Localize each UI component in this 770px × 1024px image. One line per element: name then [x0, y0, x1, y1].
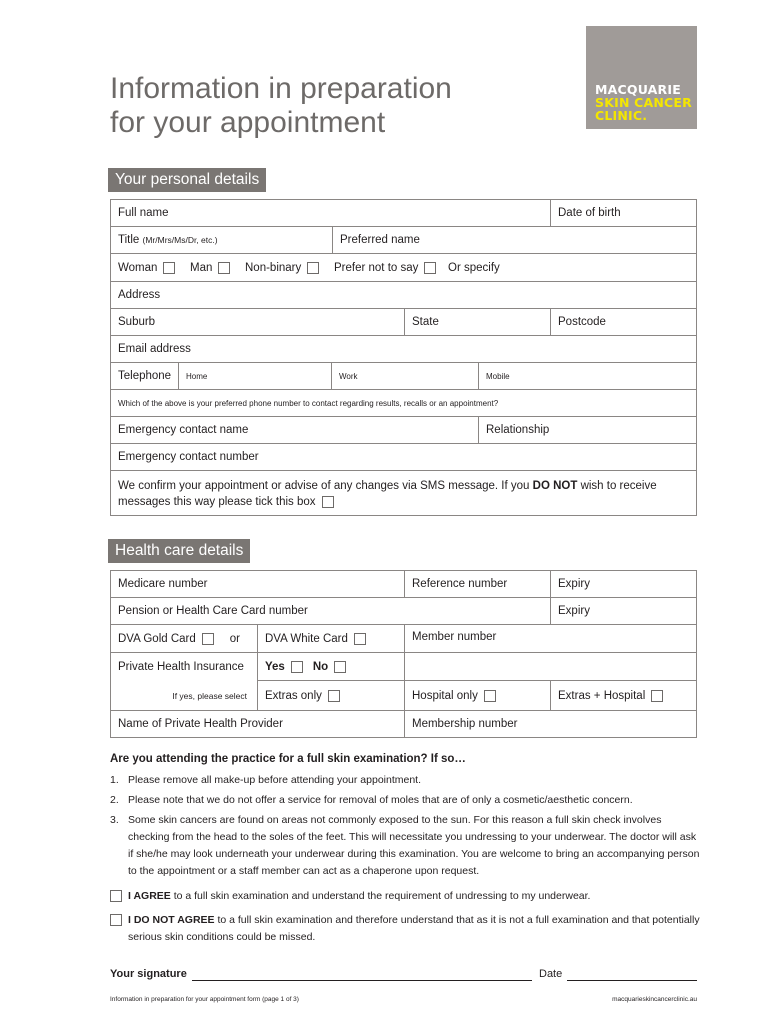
nonbinary-label: Non-binary [245, 261, 302, 274]
member-number-label: Member number [412, 631, 497, 643]
row-emergency-contact [111, 417, 696, 444]
full-name-label: Full name [118, 207, 169, 219]
private-insurance-label-cell [111, 653, 257, 681]
sms-consent-text [118, 478, 657, 510]
agree-text: to a full skin examination and understand the requirement of undressing to my underwear. [170, 890, 591, 902]
extras-only-label: Extras only [265, 690, 322, 702]
work-phone-field[interactable] [331, 363, 478, 389]
emergency-number-label: Emergency contact number [118, 451, 259, 463]
man-checkbox[interactable] [218, 262, 230, 274]
reference-label: Reference number [412, 578, 508, 590]
list-item-text: Please remove all make-up before attending your appointment. [128, 774, 422, 786]
insurance-yes-no [257, 653, 404, 681]
extras-only-checkbox[interactable] [328, 690, 340, 702]
man-option [183, 254, 230, 281]
title-field[interactable] [111, 227, 332, 253]
membership-number-field[interactable] [404, 711, 696, 737]
clinic-logo [586, 26, 697, 129]
row-medicare [111, 571, 696, 598]
row-private-insurance [111, 653, 696, 711]
row-email [111, 336, 696, 363]
membership-number-label: Membership number [412, 718, 518, 730]
pension-expiry-field[interactable] [550, 598, 696, 624]
hospital-only-checkbox[interactable] [484, 690, 496, 702]
home-phone-label: Home [186, 371, 208, 381]
address-field[interactable] [111, 282, 696, 308]
list-item-text: Some skin cancers are found on areas not commonly exposed to the sun. For this reason a full skin check involves checking from the head to the soles of the feet. This will necessitate you undressing to your underwear. The doctor will ask if she/he may look underneath your underwear during this examination. You are welcome to bring an accompanying person to the appointment or a staff member can act as a chaperone upon request. [128, 814, 700, 877]
disagree-statement [110, 912, 700, 946]
list-item-number: 3. [110, 814, 119, 826]
dva-gold-checkbox[interactable] [202, 633, 214, 645]
relationship-label: Relationship [486, 424, 550, 436]
insurance-no-checkbox[interactable] [334, 661, 346, 673]
preferred-phone-note: Which of the above is your preferred phone number to contact regarding results, recalls or an appointment? [118, 398, 499, 408]
disagree-checkbox[interactable] [110, 914, 122, 926]
row-emergency-number [111, 444, 696, 471]
row-provider [111, 711, 696, 737]
insurance-blank-cell [404, 653, 696, 681]
sms-text-3: messages this way please tick this box [118, 496, 316, 508]
suburb-field[interactable] [111, 309, 404, 335]
row-gender [111, 254, 696, 282]
private-insurance-label: Private Health Insurance [118, 661, 244, 673]
extras-hospital-label: Extras + Hospital [558, 690, 646, 702]
list-item-number: 1. [110, 774, 119, 786]
prefer-not-checkbox[interactable] [424, 262, 436, 274]
medicare-field[interactable] [111, 571, 404, 597]
row-pension [111, 598, 696, 625]
dob-field[interactable] [550, 200, 696, 226]
preferred-name-field[interactable] [332, 227, 696, 253]
list-item [110, 772, 700, 789]
logo-line3: CLINIC. [595, 108, 648, 123]
provider-name-field[interactable] [111, 711, 404, 737]
list-item-number: 2. [110, 794, 119, 806]
health-details-box [110, 570, 697, 738]
row-suburb [111, 309, 696, 336]
if-yes-label: If yes, please select [172, 691, 247, 701]
work-phone-label: Work [339, 371, 358, 381]
emergency-name-field[interactable] [111, 417, 478, 443]
dva-or-label: or [229, 632, 240, 645]
footer-page-info: Information in preparation for your appointment form (page 1 of 3) [110, 996, 299, 1003]
signature-label: Your signature [110, 968, 187, 980]
title-hint: (Mr/Mrs/Ms/Dr, etc.) [142, 235, 218, 245]
date-line[interactable] [567, 980, 697, 981]
list-item [110, 792, 700, 809]
address-label: Address [118, 289, 161, 301]
insurance-yes-checkbox[interactable] [291, 661, 303, 673]
agree-bold: I AGREE [128, 890, 171, 902]
hospital-only-label: Hospital only [412, 690, 478, 702]
sms-text-2: wish to receive [577, 480, 657, 492]
preferred-name-label: Preferred name [340, 234, 420, 246]
insurance-no-label: No [312, 660, 329, 673]
disagree-text: to a full skin examination and therefore understand that as it is not a full examination and that potentially serious skin conditions could be missed. [128, 914, 700, 943]
home-phone-field[interactable] [178, 363, 331, 389]
extras-only-option [257, 681, 404, 711]
postcode-field[interactable] [550, 309, 696, 335]
row-address [111, 282, 696, 309]
sms-optout-checkbox[interactable] [322, 496, 334, 508]
disagree-bold: I DO NOT AGREE [128, 914, 215, 926]
member-number-field[interactable] [404, 625, 696, 652]
suburb-label: Suburb [118, 316, 156, 328]
personal-details-box [110, 199, 697, 516]
if-yes-cell [111, 681, 257, 711]
or-specify-label: Or specify [448, 261, 500, 274]
provider-name-label: Name of Private Health Provider [118, 718, 283, 730]
mobile-phone-label: Mobile [486, 371, 510, 381]
page-title-line2: for your appointment [110, 106, 386, 139]
extras-hospital-checkbox[interactable] [651, 690, 663, 702]
agree-checkbox[interactable] [110, 890, 122, 902]
woman-checkbox[interactable] [163, 262, 175, 274]
extras-hospital-option [550, 681, 696, 711]
emergency-name-label: Emergency contact name [118, 424, 249, 436]
page-title [110, 72, 452, 140]
exam-instructions-list [110, 772, 700, 880]
dva-white-option [257, 625, 404, 652]
agree-statement [110, 888, 700, 905]
medicare-expiry-label: Expiry [558, 578, 590, 590]
emergency-number-field[interactable] [111, 444, 696, 470]
preferred-phone-field[interactable] [111, 390, 696, 416]
telephone-label: Telephone [118, 370, 172, 382]
reference-field[interactable] [404, 571, 550, 597]
row-dva [111, 625, 696, 653]
row-telephone [111, 363, 696, 390]
relationship-field[interactable] [478, 417, 696, 443]
full-name-field[interactable] [111, 200, 546, 226]
dva-gold-label: DVA Gold Card [118, 632, 196, 645]
pension-label: Pension or Health Care Card number [118, 605, 308, 617]
insurance-yes-label: Yes [265, 660, 285, 673]
state-field[interactable] [404, 309, 550, 335]
list-item [110, 812, 700, 880]
row-title [111, 227, 696, 254]
logo-line1: MACQUARIE [595, 82, 681, 97]
dob-label: Date of birth [558, 207, 621, 219]
dva-white-checkbox[interactable] [354, 633, 366, 645]
personal-details-heading: Your personal details [108, 168, 266, 192]
list-item-text: Please note that we do not offer a service for removal of moles that are of only a cosmetic/aesthetic concern. [128, 794, 633, 806]
man-label: Man [190, 261, 213, 274]
dva-gold-option [111, 625, 257, 652]
exam-question: Are you attending the practice for a full skin examination? If so… [110, 753, 466, 765]
pension-field[interactable] [111, 598, 550, 624]
state-label: State [412, 316, 439, 328]
email-field[interactable] [111, 336, 696, 362]
row-preferred-phone [111, 390, 696, 417]
mobile-phone-field[interactable] [478, 363, 696, 389]
page-title-line1: Information in preparation [110, 72, 452, 105]
title-label: Title [118, 234, 140, 246]
dva-white-label: DVA White Card [265, 632, 348, 645]
postcode-label: Postcode [558, 316, 606, 328]
woman-option [111, 254, 175, 281]
date-label: Date [539, 968, 563, 980]
sms-do-not: DO NOT [532, 480, 578, 492]
footer-website: macquarieskincancerclinic.au [612, 996, 697, 1003]
medicare-label: Medicare number [118, 578, 208, 590]
pension-expiry-label: Expiry [558, 605, 590, 617]
nonbinary-option [238, 254, 319, 281]
prefer-not-option [327, 254, 436, 281]
email-label: Email address [118, 343, 191, 355]
nonbinary-checkbox[interactable] [307, 262, 319, 274]
logo-line2: SKIN CANCER [595, 95, 692, 110]
or-specify-field[interactable] [441, 254, 696, 281]
prefer-not-label: Prefer not to say [334, 261, 419, 274]
telephone-label-cell [111, 363, 178, 389]
hospital-only-option [404, 681, 550, 711]
woman-label: Woman [118, 261, 158, 274]
signature-line[interactable] [192, 980, 532, 981]
signature-row [110, 968, 697, 984]
health-details-heading: Health care details [108, 539, 250, 563]
row-full-name [111, 200, 696, 227]
medicare-expiry-field[interactable] [550, 571, 696, 597]
sms-text-1: We confirm your appointment or advise of any changes via SMS message. If you [118, 480, 533, 492]
row-sms [111, 471, 696, 515]
